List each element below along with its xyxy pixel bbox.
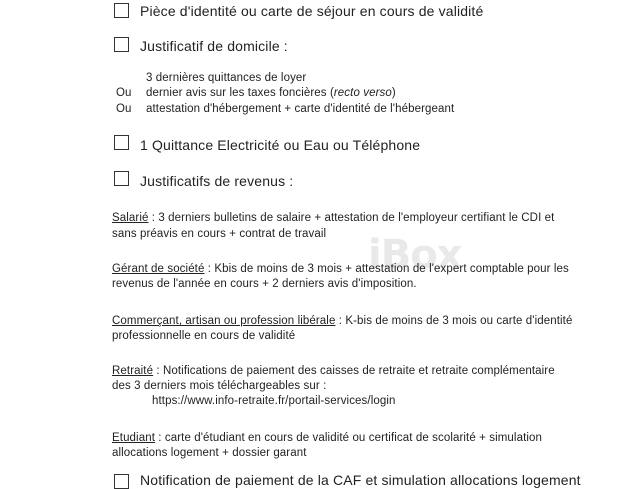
income-category-line: [112, 315, 572, 327]
proof-of-address-title: Justificatif de domicile :: [140, 38, 288, 54]
income-category-text: professionnelle en cours de validité: [112, 330, 296, 342]
income-category-text: des 3 derniers mois téléchargeables sur :: [112, 380, 327, 392]
income-category-label: Commerçant, artisan ou profession libérale: [112, 315, 336, 327]
income-category-line: [112, 263, 569, 275]
income-category-label: Gérant de société: [112, 263, 205, 275]
checkbox-income[interactable]: [114, 171, 129, 186]
income-category-line: [112, 212, 554, 224]
caf-notification-label: Notification de paiement de la CAF et simulation allocations logement: [140, 472, 581, 488]
address-option-text: 3 dernières quittances de loyer: [146, 72, 307, 84]
watermark-logo: iBox: [368, 232, 462, 278]
checkbox-id-document[interactable]: [114, 3, 129, 18]
address-option-suffix: ): [391, 87, 396, 99]
utility-bill-label: 1 Quittance Electricité ou Eau ou Téléphone: [140, 137, 421, 153]
income-category-text: : 3 derniers bulletins de salaire + attestation de l'employeur certifiant le CDI et: [148, 212, 555, 224]
checkbox-caf-notification[interactable]: [114, 474, 129, 489]
income-category-text: : carte d'étudiant en cours de validité ou certificat de scolarité + simulation: [155, 432, 543, 444]
income-category-line: [112, 365, 555, 377]
income-category-label: Retraité: [112, 365, 154, 377]
address-option-italic: recto verso: [333, 87, 392, 99]
address-option-prefix: Ou: [116, 103, 132, 115]
income-category-text: allocations logement + dossier garant: [112, 447, 307, 459]
address-option-prefix: Ou: [116, 87, 132, 99]
income-category-label: Salarié: [112, 212, 149, 224]
income-category-text: : Kbis de moins de 3 mois + attestation de l'expert comptable pour les: [204, 263, 569, 275]
income-category-label: Etudiant: [112, 432, 155, 444]
income-category-line: [112, 432, 542, 444]
income-category-text: revenus de l'année en cours + 2 derniers avis d'imposition.: [112, 278, 417, 290]
income-category-text: : Notifications de paiement des caisses de retraite et retraite complémentaire: [153, 365, 555, 377]
checkbox-utility-bill[interactable]: [114, 135, 129, 150]
address-option-line: [146, 87, 396, 99]
address-option-text: dernier avis sur les taxes foncières (: [146, 87, 334, 99]
retirement-info-link[interactable]: https://www.info-retraite.fr/portail-services/login: [152, 395, 396, 407]
income-category-text: : K-bis de moins de 3 mois ou carte d'identité: [335, 315, 573, 327]
income-category-text: sans préavis en cours + contrat de travail: [112, 228, 327, 240]
income-title: Justificatifs de revenus :: [140, 173, 294, 189]
address-option-text: attestation d'hébergement + carte d'identité de l'hébergeant: [146, 103, 455, 115]
checkbox-proof-of-address[interactable]: [114, 37, 129, 52]
id-document-label: Pièce d'identité ou carte de séjour en cours de validité: [140, 3, 484, 19]
